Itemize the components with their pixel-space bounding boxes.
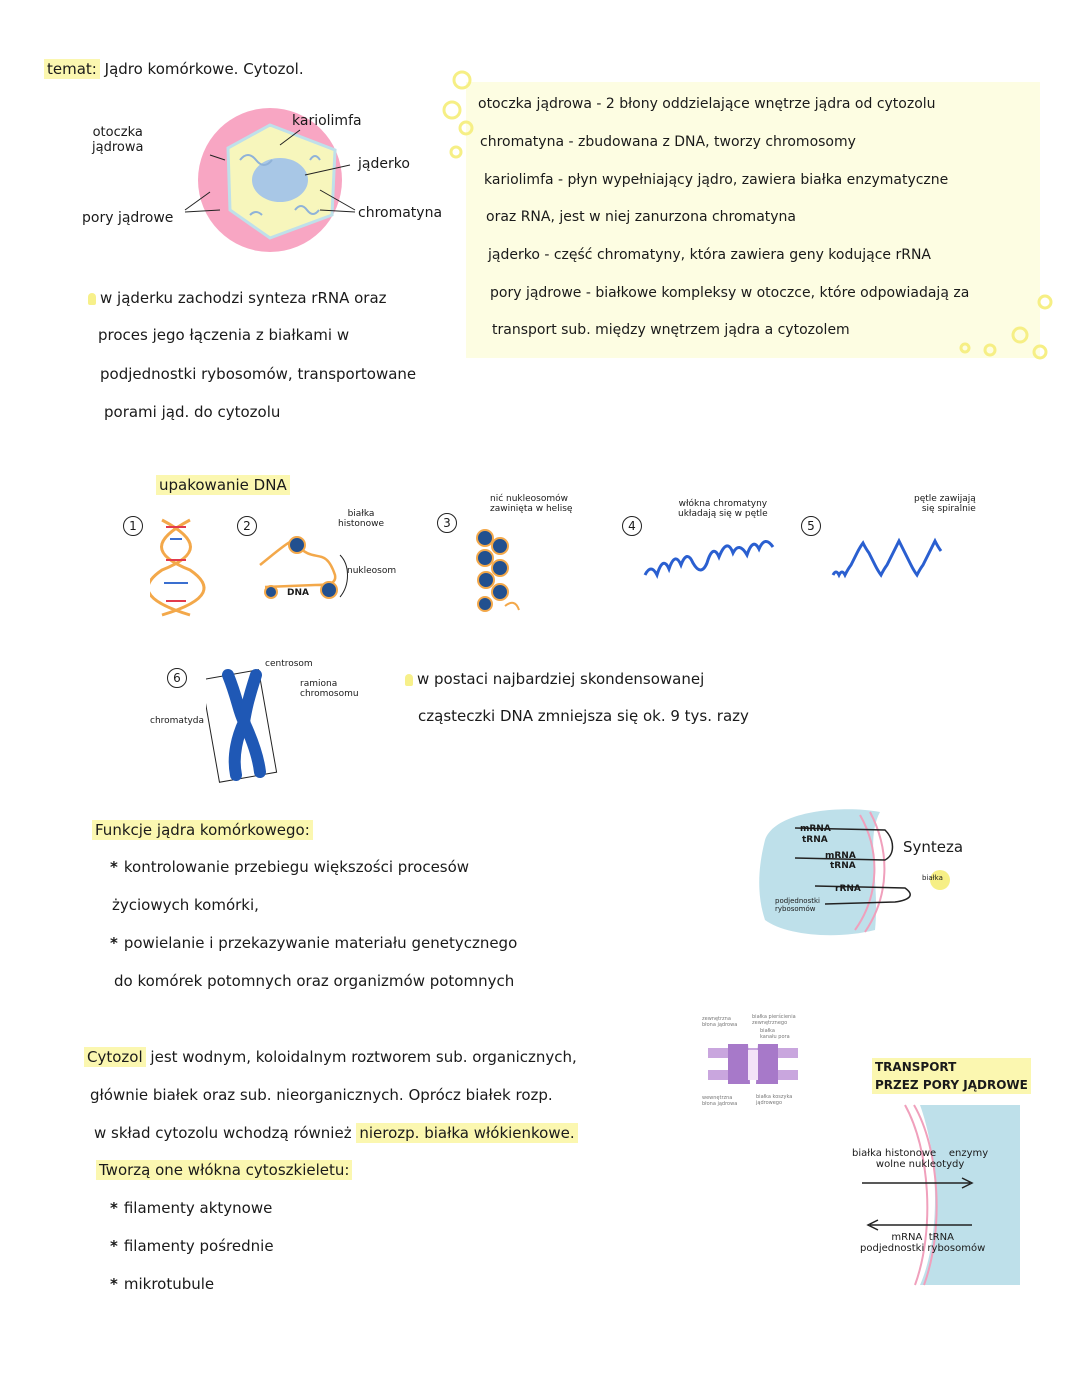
chromatin-loops (640, 530, 780, 590)
cytosol-line: w skład cytozolu wchodzą również nierozp. białka włókienkowe. (94, 1124, 578, 1142)
step-number: 2 (237, 516, 257, 536)
label-ramiona: ramiona chromosomu (300, 679, 359, 699)
label-podjednostki: podjednostki rybosomów (775, 897, 820, 913)
label-pory: pory jądrowe (82, 210, 174, 226)
spiral-loops (828, 520, 978, 590)
label-nic: nić nukleosomów zawinięta w helisę (490, 494, 573, 514)
label-bialka: białka (922, 874, 943, 882)
dna-helix (150, 515, 210, 620)
pore-label: zewnętrzna błona jądrowa (702, 1016, 738, 1028)
function-item-cont: życiowych komórki, (112, 896, 259, 914)
label-bialka-histonowe: białka histonowe (338, 509, 385, 529)
lightbulb-icon (405, 674, 413, 686)
synthesis-diagram (755, 800, 995, 940)
transport-arrows (862, 1175, 977, 1235)
chromosome (206, 660, 286, 785)
transport-in-labels: białka histonowe enzymy wolne nukleotydy (852, 1148, 989, 1170)
nucleolus-note-line: w jąderku zachodzi synteza rRNA oraz (88, 289, 387, 307)
label-jaderko: jąderko (358, 156, 410, 172)
label-nukleosom: nukleosom (347, 566, 397, 576)
transport-out-labels: mRNA tRNA podjednostki rybosomów (860, 1232, 986, 1254)
cytoskeleton-item: * mikrotubule (110, 1275, 215, 1293)
step-number: 1 (123, 516, 143, 536)
def-pory: pory jądrowe - białkowe kompleksy w otoczce, które odpowiadają za (490, 285, 970, 301)
decor-bubbles-right (950, 290, 1060, 370)
functions-heading: Funkcje jądra komórkowego: (92, 821, 313, 839)
def-chromatyna: chromatyna - zbudowana z DNA, tworzy chromosomy (480, 134, 856, 150)
label-centrosom: centrosom (265, 659, 313, 669)
packing-note-line: w postaci najbardziej skondensowanej (405, 670, 704, 688)
nucleosome-helix (470, 528, 530, 618)
function-item: * kontrolowanie przebiegu większości procesów (110, 858, 470, 876)
label-chromatyda: chromatyda (150, 716, 205, 726)
function-item-cont: do komórek potomnych oraz organizmów potomnych (114, 972, 515, 990)
decor-bubbles-left (440, 68, 490, 168)
def-pory-cont: transport sub. między wnętrzem jądra a cytozolem (492, 322, 850, 338)
step-number: 5 (801, 516, 821, 536)
pore-label: białka pierścienia zewnętrznego (752, 1014, 796, 1026)
label-otoczka: otoczka jądrowa (92, 125, 144, 155)
def-kariolimfa-cont: oraz RNA, jest w niej zanurzona chromatyna (486, 209, 797, 225)
nucleolus-note-line: proces jego łączenia z białkami w (98, 326, 350, 344)
def-otoczka: otoczka jądrowa - 2 błony oddzielające wnętrze jądra od cytozolu (478, 96, 936, 112)
cytosol-line: głównie białek oraz sub. nieorganicznych. Oprócz białek rozp. (90, 1086, 553, 1104)
cytoskeleton-heading: Tworzą one włókna cytoszkieletu: (96, 1161, 352, 1179)
function-item: * powielanie i przekazywanie materiału genetycznego (110, 934, 518, 952)
label-mrna: mRNA (800, 824, 831, 834)
label-wlokna: włókna chromatyny układają się w pętle (678, 499, 768, 519)
label-kariolimfa: kariolimfa (292, 113, 362, 129)
label-chromatyna: chromatyna (358, 205, 443, 221)
packing-note-line: cząsteczki DNA zmniejsza się ok. 9 tys. razy (418, 707, 749, 725)
nucleolus-note-line: porami jąd. do cytozolu (104, 403, 281, 421)
pore-label: białka koszyka jądrowego (756, 1094, 793, 1106)
label-rrna: rRNA (835, 884, 861, 894)
label-mrna-2: mRNA (825, 851, 856, 861)
pore-label: białka kanału pora (760, 1028, 790, 1040)
pore-label: wewnętrzna błona jądrowa (702, 1095, 738, 1107)
cytoskeleton-item: * filamenty pośrednie (110, 1237, 274, 1255)
cytoskeleton-item: * filamenty aktynowe (110, 1199, 273, 1217)
label-dna: DNA (287, 588, 309, 598)
title-text: Jądro komórkowe. Cytozol. (104, 60, 304, 78)
packing-heading: upakowanie DNA (156, 476, 290, 494)
step-number: 4 (622, 516, 642, 536)
label-trna: tRNA (802, 835, 828, 845)
nuclear-pore-diagram (708, 1040, 798, 1095)
label-synteza: Synteza (903, 838, 964, 856)
page-title (44, 60, 304, 78)
transport-heading: TRANSPORT PRZEZ PORY JĄDROWE (872, 1058, 1031, 1094)
def-kariolimfa: kariolimfa - płyn wypełniający jądro, zawiera białka enzymatyczne (484, 172, 949, 188)
nucleolus-note-line: podjednostki rybosomów, transportowane (100, 365, 417, 383)
label-trna-2: tRNA (830, 861, 856, 871)
def-jaderko: jąderko - część chromatyny, która zawiera geny kodujące rRNA (488, 247, 932, 263)
step-number: 6 (167, 668, 187, 688)
title-label: temat: (44, 59, 100, 79)
label-petle: pętle zawijają się spiralnie (914, 494, 976, 514)
step-number: 3 (437, 513, 457, 533)
lightbulb-icon (88, 293, 96, 305)
cytosol-line: Cytozol jest wodnym, koloidalnym roztworem sub. organicznych, (84, 1048, 577, 1066)
